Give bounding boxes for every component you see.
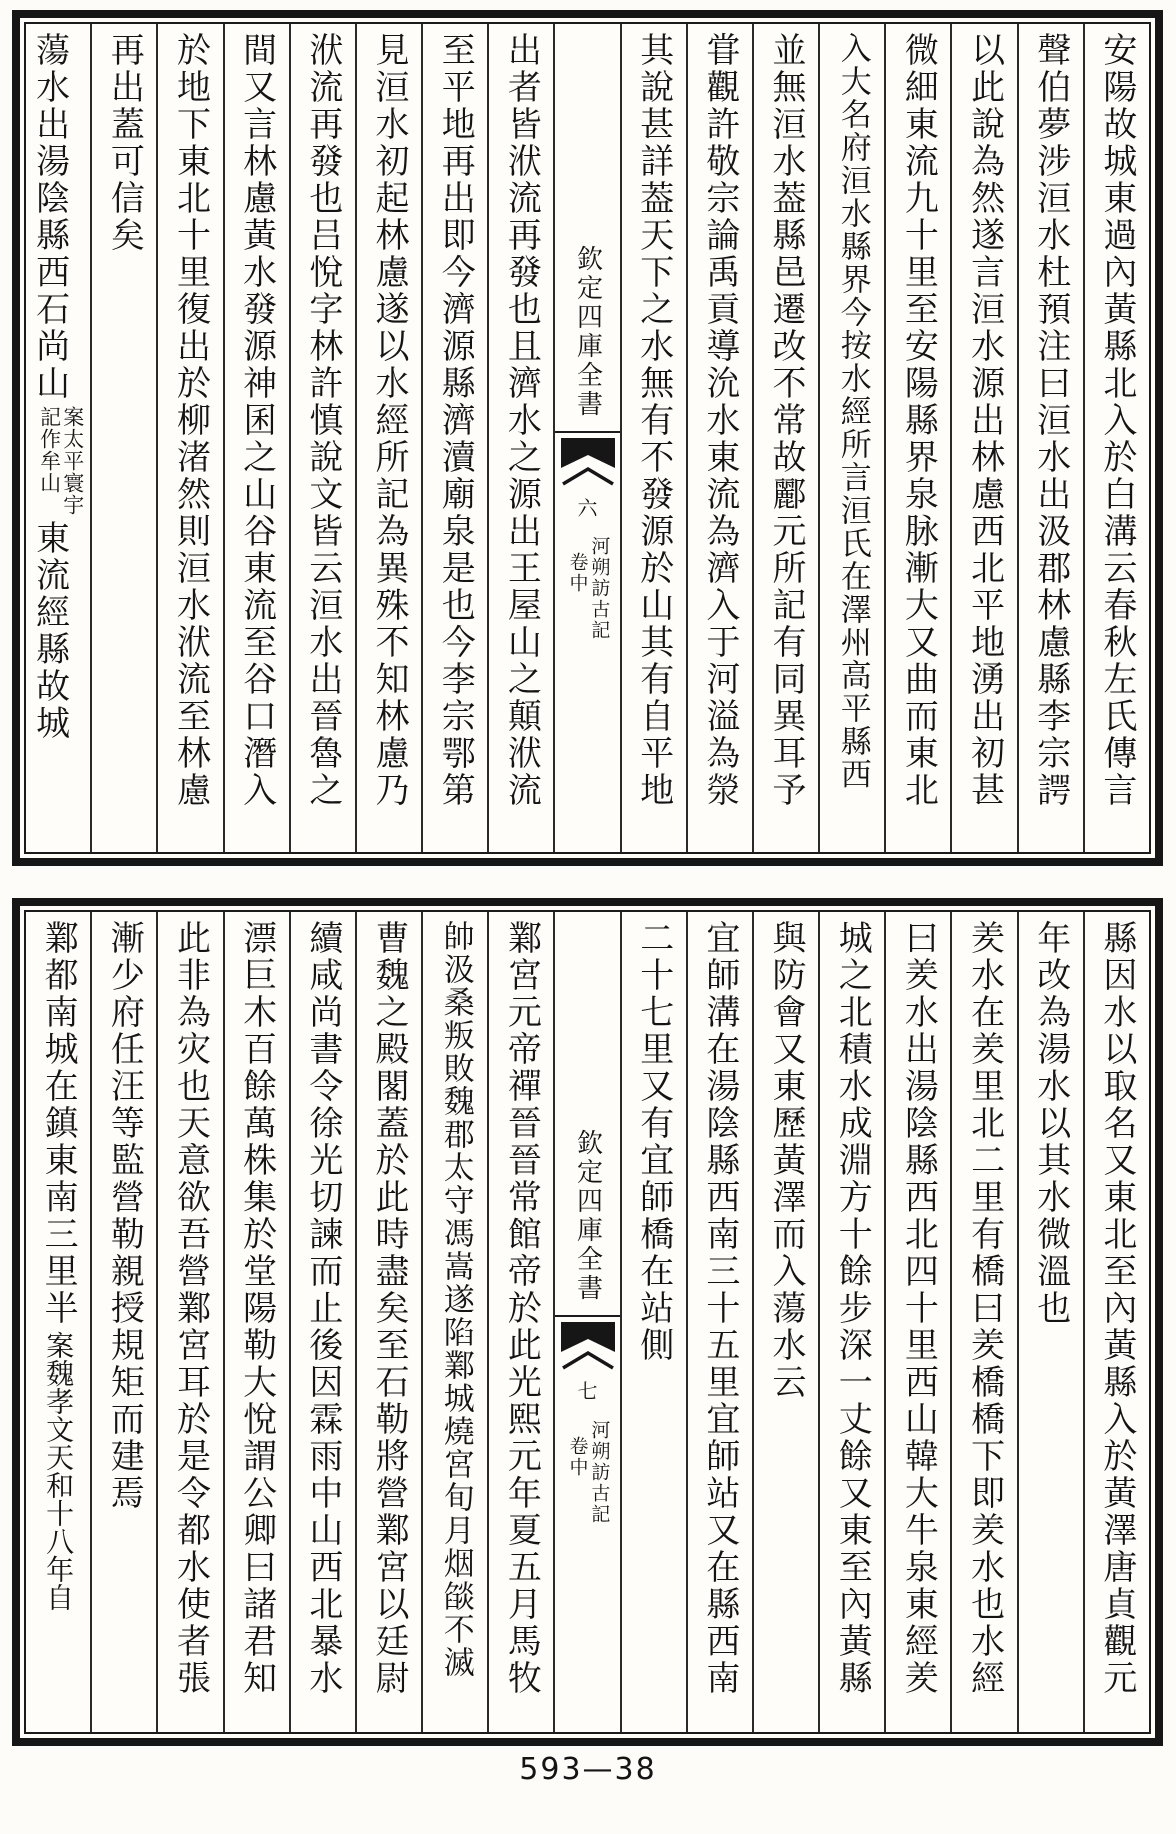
text-column (223, 912, 289, 1732)
banxin-center-column (553, 24, 619, 852)
book-title-and-chapter (566, 1420, 610, 1525)
text-column (1083, 912, 1149, 1732)
text-column (818, 912, 884, 1732)
column-text: 再出蓋可信矣 (104, 32, 145, 254)
text-column (686, 912, 752, 1732)
text-column-with-note (26, 912, 90, 1732)
book-title-and-chapter (566, 536, 610, 641)
column-text: 於地下東北十里復出於柳渚然則洹水洑流至林慮 (170, 32, 211, 809)
column-text: 曹魏之殿閣蓋於此時盡矣至石勒將營鄴宮以廷尉 (369, 920, 410, 1697)
interlinear-note (38, 406, 84, 516)
lower-text-block (24, 910, 1151, 1734)
upper-text-block-frame (12, 10, 1163, 866)
column-text: 此非為灾也天意欲吾營鄴宮耳於是令都水使者張 (170, 920, 211, 1697)
fishtail-ornament-icon (561, 438, 615, 494)
column-text: 城之北積水成淵方十餘步深一丈餘又東至內黃縣 (832, 920, 873, 1697)
column-text: 二十七里又有宜師橋在站側 (633, 920, 674, 1364)
text-column (1083, 24, 1149, 852)
column-text: 其說甚詳葢天下之水無有不發源於山其有自平地 (633, 32, 674, 809)
text-column (487, 24, 553, 852)
lower-text-block-frame (12, 898, 1163, 1746)
text-column (884, 24, 950, 852)
column-text: 出者皆洑流再發也且濟水之源出王屋山之顛洑流 (501, 32, 542, 809)
column-text: 曰羑水出湯陰縣西北四十里西山韓大牛泉東經羑 (898, 920, 939, 1697)
fishtail-ornament-icon (561, 1322, 615, 1378)
text-column-with-note (26, 24, 90, 852)
text-column (752, 24, 818, 852)
text-column (1017, 912, 1083, 1732)
text-column (223, 24, 289, 852)
column-text: 宜師溝在湯陰縣西南三十五里宜師站又在縣西南 (699, 920, 740, 1697)
text-column (950, 24, 1016, 852)
text-column (90, 24, 156, 852)
siku-header (555, 1119, 619, 1317)
column-text: 漸少府任汪等監營勒親授規矩而建焉 (104, 920, 145, 1512)
chapter-label: 卷中 (566, 552, 589, 594)
folio-number: 七 (577, 1379, 598, 1404)
book-title: 河朔訪古記 (588, 536, 611, 641)
text-column (90, 912, 156, 1732)
text-column (818, 24, 884, 852)
text-column (355, 912, 421, 1732)
interlinear-note: 案魏孝文天和十八年自 (42, 1331, 76, 1611)
column-text: 間又言林慮黃水發源神囷之山谷東流至谷口潛入 (236, 32, 277, 809)
text-column (752, 912, 818, 1732)
column-text: 見洹水初起林慮遂以水經所記為異殊不知林慮乃 (369, 32, 410, 809)
column-text: 以此說為然遂言洹水源出林慮西北平地湧出初甚 (964, 32, 1005, 809)
column-text: 甞觀許敬宗論禹貢導沇水東流為濟入于河溢為滎 (699, 32, 740, 809)
column-text: 微細東流九十里至安陽縣界泉脉漸大又曲而東北 (898, 32, 939, 809)
text-column (1017, 24, 1083, 852)
column-text: 羑水在羑里北二里有橋曰羑橋橋下即羑水也水經 (964, 920, 1005, 1697)
text-column (950, 912, 1016, 1732)
text-column (487, 912, 553, 1732)
text-column (421, 912, 487, 1732)
page-number-footer: 593—38 (519, 1752, 657, 1787)
folio-number: 六 (577, 495, 598, 520)
banxin-center-column (553, 912, 619, 1732)
text-column (289, 24, 355, 852)
column-text: 鄴都南城在鎮東南三里半 案魏孝文天和十八年自 (38, 920, 79, 1611)
column-text: 縣因水以取名又東北至內黃縣入於黃澤唐貞觀元 (1096, 920, 1137, 1697)
note-left-subcolumn: 記作牟山 (37, 406, 62, 494)
siku-header-text: 欽定四庫全書 (572, 1129, 603, 1303)
siku-header (555, 235, 619, 433)
column-text: 帥汲桑叛敗魏郡太守馮嵩遂陷鄴城燒宮旬月烟燄不滅 (437, 920, 474, 1679)
text-column (620, 912, 686, 1732)
text-column (620, 24, 686, 852)
column-text: 洑流再發也吕悅字林許慎說文皆云洹水出晉魯之 (302, 32, 343, 809)
column-text: 入大名府洹水縣界今按水經所言洹氏在澤州高平縣西 (834, 32, 871, 791)
book-title: 河朔訪古記 (588, 1420, 611, 1525)
upper-text-block (24, 22, 1151, 854)
text-column (156, 912, 222, 1732)
column-text: 鄴宮元帝禪晉晉常館帝於此光熙元年夏五月馬牧 (501, 920, 542, 1697)
column-text: 年改為湯水以其水微溫也 (1030, 920, 1071, 1327)
note-right-subcolumn: 案太平寰宇 (60, 406, 85, 516)
text-column (421, 24, 487, 852)
chapter-label: 卷中 (566, 1436, 589, 1478)
column-text: 蕩水出湯陰縣西石尚山 案太平寰宇 記作牟山 東流經縣故城 (29, 32, 85, 742)
column-text: 並無洹水葢縣邑遷改不常故酈元所記有同異耳予 (766, 32, 807, 809)
siku-header-text: 欽定四庫全書 (572, 245, 603, 419)
column-text: 聲伯夢涉洹水杜預注曰洹水出汲郡林慮縣李宗諤 (1030, 32, 1071, 809)
text-column (289, 912, 355, 1732)
text-column (884, 912, 950, 1732)
column-text: 與防會又東歷黃澤而入蕩水云 (766, 920, 807, 1401)
text-column (686, 24, 752, 852)
column-text: 安陽故城東過內黃縣北入於白溝云春秋左氏傳言 (1096, 32, 1137, 809)
text-column (156, 24, 222, 852)
column-text: 漂巨木百餘萬株集於堂陽勒大悅謂公卿曰諸君知 (236, 920, 277, 1697)
column-text: 至平地再出即今濟源縣濟瀆廟泉是也今李宗鄂第 (435, 32, 476, 809)
text-column (355, 24, 421, 852)
column-text: 續咸尚書令徐光切諫而止後因霖雨中山西北暴水 (302, 920, 343, 1697)
